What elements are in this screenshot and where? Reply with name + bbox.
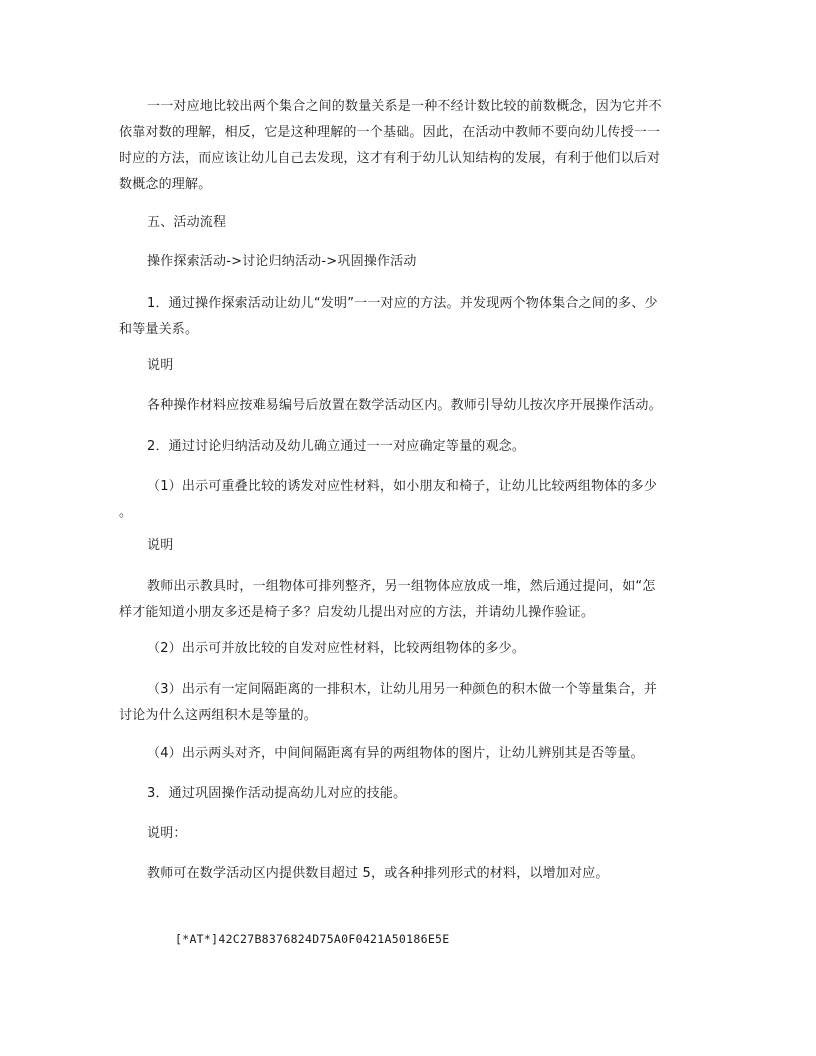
text-line: 讨论为什么这两组积木是等量的。 (119, 708, 318, 723)
note-label: 说明： (147, 826, 187, 841)
note-label: 说明 (147, 538, 174, 553)
sub-item-4: （4）出示两头对齐，中间间隔距离有异的两组物体的图片，让幼儿辨别其是否等量。 (147, 746, 644, 761)
step-2: 2．通过讨论归纳活动及幼儿确立通过一一对应确定等量的观念。 (147, 439, 526, 454)
note-label: 说明 (147, 358, 174, 373)
text-line: 一一对应地比较出两个集合之间的数量关系是一种不经计数比较的前数概念，因为它并不 (147, 99, 662, 114)
text-line: 1．通过操作探索活动让幼儿“发明”一一对应的方法。并发现两个物体集合之间的多、少 (147, 296, 658, 311)
text-line: 数概念的理解。 (119, 177, 212, 192)
sub-item-3 (119, 677, 699, 729)
sub-item-2: （2）出示可并放比较的自发对应性材料，比较两组物体的多少。 (147, 641, 526, 656)
activity-flow: 操作探索活动->讨论归纳活动->巩固操作活动 (147, 254, 417, 269)
note-text: 各种操作材料应按难易编号后放置在数学活动区内。教师引导幼儿按次序开展操作活动。 (147, 398, 662, 413)
text-line: （3）出示有一定间隔距离的一排积木，让幼儿用另一种颜色的积木做一个等量集合，并 (147, 682, 658, 697)
section-heading: 五、活动流程 (147, 215, 227, 230)
document-code: [*AT*]42C27B8376824D75A0F0421A50186E5E (175, 932, 450, 946)
text-line: （1）出示可重叠比较的诱发对应性材料，如小朋友和椅子，让幼儿比较两组物体的多少 (147, 479, 658, 494)
note-text (119, 574, 699, 626)
intro-paragraph (119, 94, 699, 198)
text-line: 。 (119, 505, 133, 520)
text-line: 样才能知道小朋友多还是椅子多？启发幼儿提出对应的方法，并请幼儿操作验证。 (119, 605, 595, 620)
text-line: 时应的方法，而应该让幼儿自己去发现，这才有利于幼儿认知结构的发展，有利于他们以后对 (119, 151, 661, 166)
step-3: 3．通过巩固操作活动提高幼儿对应的技能。 (147, 786, 407, 801)
note-text: 教师可在数学活动区内提供数目超过 5，或各种排列形式的材料，以增加对应。 (147, 866, 609, 881)
text-line: 教师出示教具时，一组物体可排列整齐，另一组物体应放成一堆，然后通过提问，如“怎 (147, 579, 656, 594)
text-line: 和等量关系。 (119, 322, 199, 337)
step-1 (119, 291, 699, 343)
text-line: 依靠对数的理解，相反，它是这种理解的一个基础。因此，在活动中教师不要向幼儿传授一一 (119, 125, 661, 140)
sub-item-1 (119, 474, 699, 526)
